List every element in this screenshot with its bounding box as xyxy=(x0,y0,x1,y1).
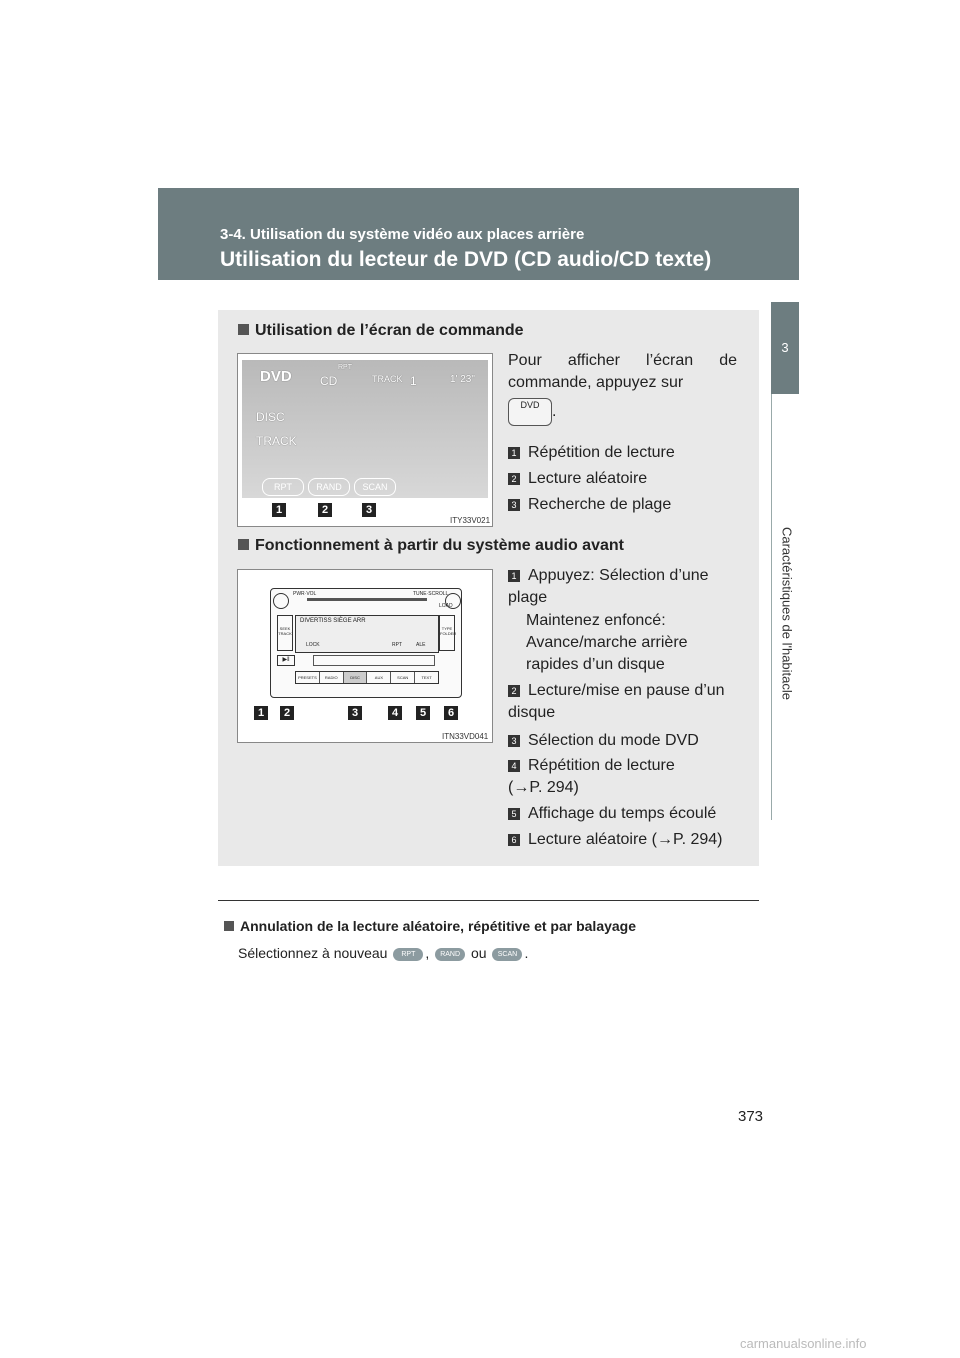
chapter-tab-label: Caractéristiques de l'habitacle xyxy=(779,526,795,701)
square-bullet-icon xyxy=(238,324,249,335)
page-number: 373 xyxy=(738,1108,764,1125)
disc-slot xyxy=(307,598,427,601)
callout-1: 1 xyxy=(254,706,268,720)
rand-screen-button[interactable]: RAND xyxy=(308,478,350,496)
rpt-pill-icon: RPT xyxy=(393,948,423,961)
callout-6: 6 xyxy=(444,706,458,720)
square-bullet-icon xyxy=(238,539,249,550)
list-item: 2 Lecture/mise en pause d’un disque xyxy=(508,682,725,721)
radio-button[interactable]: RADIO xyxy=(320,672,344,683)
aux-button[interactable]: AUX xyxy=(367,672,391,683)
audio-unit-illustration xyxy=(237,569,493,743)
figure-code: ITN33VD041 xyxy=(442,732,489,741)
page-title: Utilisation du lecteur de DVD (CD audio/CD texte) xyxy=(220,248,712,271)
play-pause-button[interactable]: ▶‖ xyxy=(277,655,295,666)
list-item: 4 Répétition de lecture (→P. 294) xyxy=(508,757,675,796)
square-bullet-icon xyxy=(224,921,234,931)
list-item: Maintenez enfoncé: Avance/marche arrière rapides d’un disque xyxy=(526,612,688,673)
function-buttons xyxy=(295,671,439,684)
section1-heading: Utilisation de l’écran de commande xyxy=(238,322,524,340)
type-folder-button[interactable]: TYPE FOLDER xyxy=(439,615,455,651)
callout-4: 4 xyxy=(388,706,402,720)
callout-3: 3 xyxy=(362,503,376,517)
list-item: 2 Lecture aléatoire xyxy=(508,468,647,490)
callout-2: 2 xyxy=(318,503,332,517)
chapter-tab-number: 3 xyxy=(771,302,799,394)
dvd-button-icon: DVD xyxy=(508,398,552,426)
callout-5: 5 xyxy=(416,706,430,720)
callout-3: 3 xyxy=(348,706,362,720)
audio-unit: PWR·VOL TUNE·SCROLL DIVERTISS SIÈGE ARR LOCK RPT ALE SEEK TRACK TYPE FOLDER LOAD ▶‖ PRESETS RADIO DISC AUX SCAN TEXT xyxy=(270,588,462,698)
section-label: 3-4. Utilisation du système vidéo aux places arrière xyxy=(220,226,585,243)
note-heading: Annulation de la lecture aléatoire, répétitive et par balayage xyxy=(224,918,636,934)
list-item: 3 Recherche de plage xyxy=(508,494,671,516)
list-item: 1 Appuyez: Sélection d’une plage xyxy=(508,567,709,606)
text-button[interactable]: TEXT xyxy=(421,675,432,680)
rand-pill-icon: RAND xyxy=(435,948,465,961)
scan-pill-icon: SCAN xyxy=(492,948,522,961)
control-screen-illustration xyxy=(237,353,493,527)
callout-2: 2 xyxy=(280,706,294,720)
page-header xyxy=(158,188,799,280)
list-item: 5 Affichage du temps écoulé xyxy=(508,803,716,825)
watermark: carmanualsonline.info xyxy=(740,1336,867,1351)
figure-code: ITY33V021 xyxy=(450,516,491,525)
list-item: 3 Sélection du mode DVD xyxy=(508,730,699,752)
unit-display: DIVERTISS SIÈGE ARR LOCK RPT ALE xyxy=(295,615,439,653)
rpt-screen-button[interactable]: RPT xyxy=(262,478,304,496)
section1-intro: Pour afficher l’écran de commande, appuyez sur DVD . xyxy=(508,350,737,426)
preset-buttons[interactable] xyxy=(313,655,435,666)
list-item: 6 Lecture aléatoire (→P. 294) xyxy=(508,829,722,851)
presets-button[interactable]: PRESETS xyxy=(296,672,320,683)
note-text: Sélectionnez à nouveau RPT , RAND ou SCAN . xyxy=(238,945,529,961)
scan-button[interactable]: SCAN xyxy=(391,672,415,683)
screen-display: DVD CD RPT TRACK 1 1' 23" DISC TRACK RPT RAND SCAN xyxy=(242,360,488,498)
disc-button[interactable]: DISC xyxy=(344,672,368,683)
list-item: 1 Répétition de lecture xyxy=(508,442,675,464)
power-knob-icon[interactable] xyxy=(273,593,289,609)
scan-screen-button[interactable]: SCAN xyxy=(354,478,396,496)
callout-1: 1 xyxy=(272,503,286,517)
seek-track-button[interactable]: SEEK TRACK xyxy=(277,615,293,651)
separator xyxy=(218,900,759,901)
section2-heading: Fonctionnement à partir du système audio avant xyxy=(238,537,624,555)
